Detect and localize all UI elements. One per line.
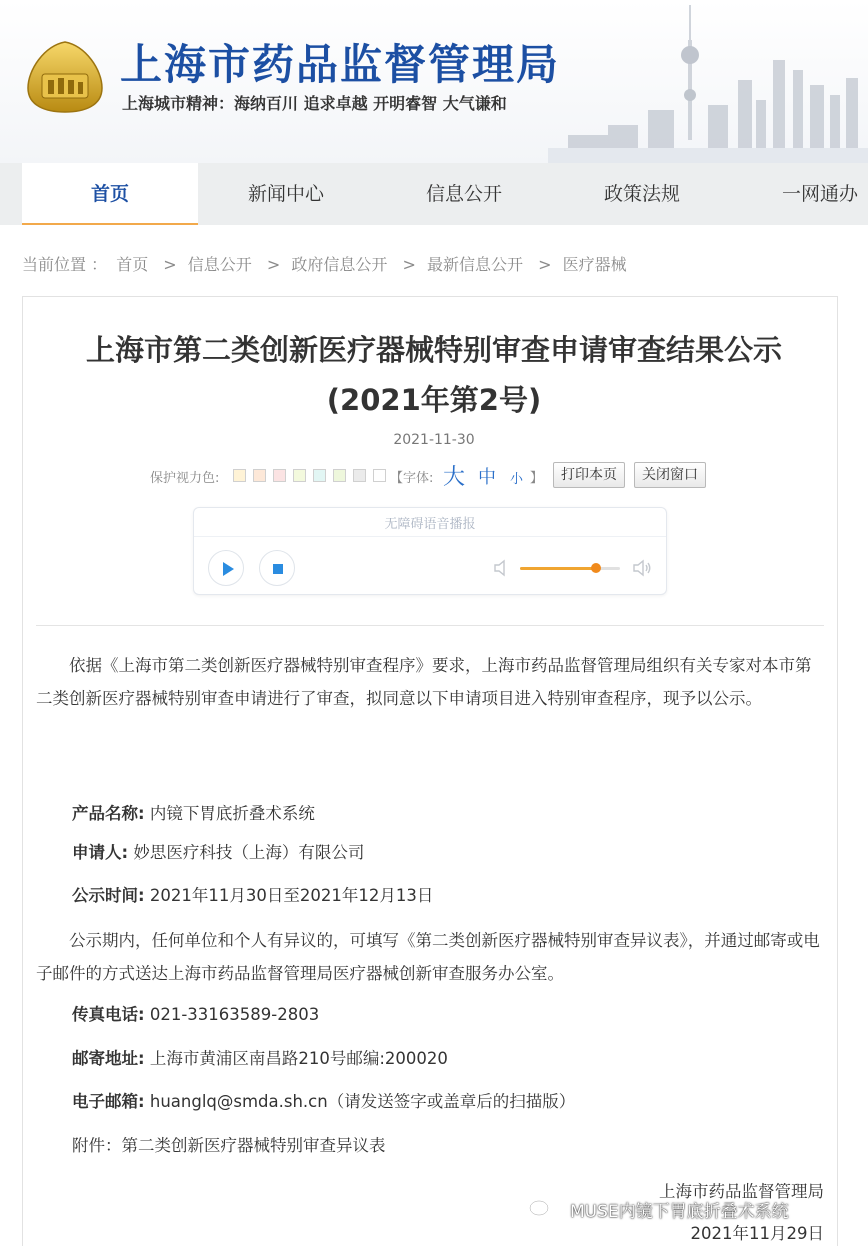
- nav-item-online-service[interactable]: 一网通办: [781, 183, 858, 205]
- intro-paragraph: 依据《上海市第二类创新医疗器械特别审查程序》要求，上海市药品监督管理局组织有关专家对本市第二类创新医疗器械特别审查申请进行了审查，拟同意以下申请项目进入特别审查程序，现予以公示。: [36, 656, 812, 708]
- print-page-button[interactable]: 打印本页: [553, 462, 625, 488]
- signature-organization: 上海市药品监督管理局: [659, 1182, 824, 1201]
- article-title-line1: 上海市第二类创新医疗器械特别审查申请审查结果公示: [85, 333, 782, 367]
- eye-color-swatch[interactable]: [293, 469, 306, 482]
- font-size-medium[interactable]: 中: [478, 467, 496, 488]
- product-name-value: 内镜下胃底折叠术系统: [149, 804, 315, 823]
- breadcrumb: [22, 252, 631, 275]
- nav-item-policy[interactable]: 政策法规: [603, 183, 680, 205]
- eye-color-swatch[interactable]: [313, 469, 326, 482]
- close-window-button[interactable]: 关闭窗口: [634, 462, 706, 488]
- stop-button[interactable]: [259, 550, 295, 586]
- breadcrumb-separator: >: [163, 255, 177, 274]
- voice-broadcast-player: [193, 507, 667, 595]
- breadcrumb-separator: >: [266, 255, 281, 274]
- breadcrumb-item-home[interactable]: 首页: [116, 255, 149, 274]
- site-header: [0, 0, 868, 163]
- content-divider: [36, 625, 824, 626]
- breadcrumb-separator: >: [538, 255, 552, 274]
- site-title: 上海市药品监督管理局: [120, 40, 561, 89]
- nav-item-disclosure[interactable]: 信息公开: [425, 183, 502, 205]
- breadcrumb-item-disclosure[interactable]: 信息公开: [187, 255, 252, 274]
- volume-slider-fill: [520, 567, 596, 570]
- font-size-small[interactable]: 小: [510, 472, 524, 487]
- city-slogan: 上海城市精神：海纳百川 追求卓越 开明睿智 大气谦和: [122, 94, 507, 113]
- address-label: 邮寄地址:: [72, 1049, 145, 1068]
- nav-item-home[interactable]: 首页: [22, 163, 198, 225]
- breadcrumb-item-gov-info[interactable]: 政府信息公开: [291, 255, 388, 274]
- eye-color-swatch[interactable]: [373, 469, 386, 482]
- eye-color-swatch[interactable]: [233, 469, 246, 482]
- bureau-logo-icon: [26, 40, 104, 114]
- font-size-bracket: 】: [530, 471, 544, 486]
- fax-field: [72, 1001, 319, 1025]
- eye-color-swatch[interactable]: [273, 469, 286, 482]
- attachment-link[interactable]: 附件：第二类创新医疗器械特别审查异议表: [72, 1136, 386, 1155]
- player-divider: [194, 536, 666, 537]
- fax-value: 021-33163589-2803: [149, 1005, 320, 1024]
- product-name-field: [72, 800, 315, 824]
- product-name-label: 产品名称:: [72, 804, 145, 823]
- article-date: 2021-11-30: [393, 432, 475, 448]
- play-button[interactable]: [208, 550, 244, 586]
- play-icon: [209, 551, 245, 587]
- volume-slider[interactable]: [520, 567, 620, 570]
- article-title-line2: (2021年第2号): [326, 383, 542, 417]
- player-title: 无障碍语音播报: [384, 517, 476, 532]
- breadcrumb-item-latest[interactable]: 最新信息公开: [427, 255, 524, 274]
- address-field: [72, 1045, 448, 1069]
- city-skyline-image: [548, 0, 868, 163]
- publicity-period-field: [72, 882, 433, 906]
- email-field: [72, 1088, 575, 1112]
- publicity-period-label: 公示时间:: [72, 886, 145, 905]
- breadcrumb-separator: >: [402, 255, 416, 274]
- volume-high-icon[interactable]: [632, 558, 652, 578]
- font-size-label: 【字体:: [390, 471, 434, 486]
- email-label: 电子邮箱:: [72, 1092, 145, 1111]
- nav-item-news[interactable]: 新闻中心: [247, 183, 324, 205]
- eye-color-swatch[interactable]: [353, 469, 366, 482]
- eye-color-swatch[interactable]: [253, 469, 266, 482]
- watermark-text: MUSE内镜下胃底折叠术系统: [570, 1202, 789, 1222]
- stop-icon: [260, 551, 296, 587]
- address-value: 上海市黄浦区南昌路210号邮编:200020: [149, 1049, 448, 1068]
- breadcrumb-item-medical-devices[interactable]: 医疗器械: [562, 255, 627, 274]
- email-value: huanglq@smda.sh.cn（请发送签字或盖章后的扫描版）: [149, 1092, 576, 1111]
- objection-paragraph: 公示期内，任何单位和个人有异议的，可填写《第二类创新医疗器械特别审查异议表》，并通过邮寄或电子邮件的方式送达上海市药品监督管理局医疗器械创新审查服务办公室。: [36, 931, 820, 983]
- volume-slider-handle[interactable]: [591, 563, 601, 573]
- fax-label: 传真电话:: [72, 1005, 145, 1024]
- breadcrumb-prefix: 当前位置 ：: [22, 255, 108, 274]
- wechat-icon: [528, 1199, 558, 1221]
- eye-color-swatch[interactable]: [333, 469, 346, 482]
- eye-color-label: 保护视力色:: [150, 471, 220, 486]
- applicant-value: 妙思医疗科技（上海）有限公司: [133, 843, 365, 862]
- applicant-label: 申请人:: [72, 843, 129, 862]
- main-nav: [0, 163, 868, 225]
- applicant-field: [72, 839, 364, 863]
- publicity-period-value: 2021年11月30日至2021年12月13日: [149, 886, 434, 905]
- font-size-large[interactable]: 大: [443, 465, 466, 490]
- signature-date: 2021年11月29日: [690, 1224, 824, 1243]
- volume-low-icon[interactable]: [492, 558, 512, 578]
